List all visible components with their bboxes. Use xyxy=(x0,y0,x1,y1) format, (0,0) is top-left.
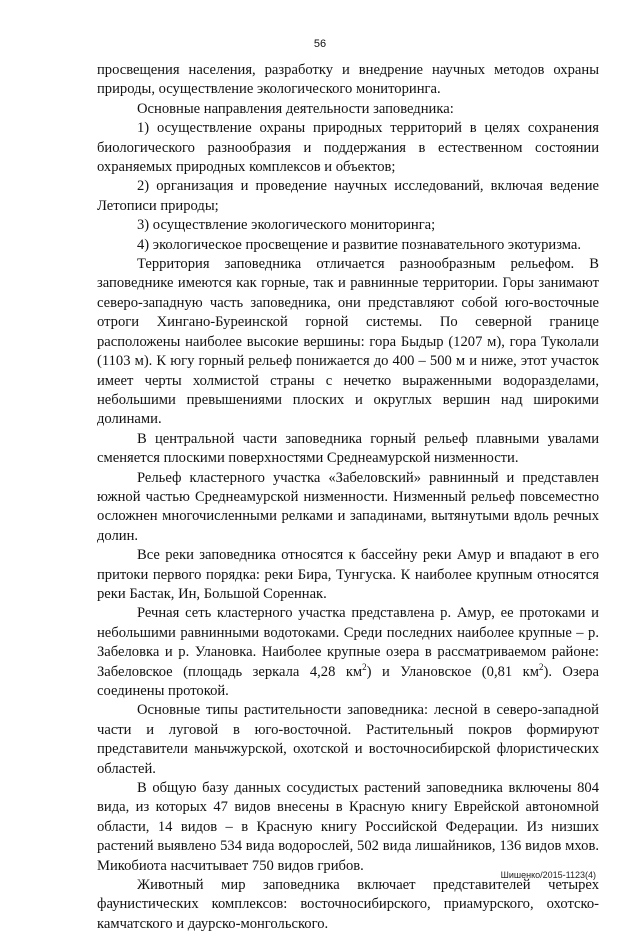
paragraph-fauna: Животный мир заповедника включает представителей четырех фаунистических комплексов: восточносибирского, приамурского, охотско-камчатского и даурско-монгольского. xyxy=(97,877,599,932)
paragraph-relief: Территория заповедника отличается разнообразным рельефом. В заповеднике имеются как горные, так и равнинные территории. Горы занимают северо-западную часть заповедника, они представляют собой юго-восточные отроги Хингано-Буреинской горной системы. По северной границе расположены наиболее высокие вершины: гора Быдыр (1207 м), гора Туколали (1103 м). К югу горный рельеф понижается до 400 – 500 м и ниже, этот участок имеет черты холмистой страны с нечетко выраженными водоразделами, небольшими превышениями плоских и округлых вершин над широкими долинами. xyxy=(97,256,599,428)
footer-code: Шишенко/2015-1123(4) xyxy=(500,870,596,880)
paragraph: Основные направления деятельности заповедника: xyxy=(137,100,454,117)
list-item: 1) осуществление охраны природных территорий в целях сохранения биологического разнообразия и поддержания в естественном состоянии охраняемых природных комплексов и объектов; xyxy=(97,120,599,176)
water-text-after: ). Озера соединены протокой. xyxy=(97,663,599,699)
list-item: 3) осуществление экологического мониторинга; xyxy=(137,217,436,234)
paragraph-cluster-relief: Рельеф кластерного участка «Забеловский» равнинный и представлен южной частью Среднеамурской низменности. Низменный рельеф повсеместно осложнен многочисленными релками и западинами, вытянутыми вдоль речных долин. xyxy=(97,469,599,544)
water-text-before: Речная сеть кластерного участка представлена р. Амур, ее протоками и небольшими равнинными водотоками. Среди последних наиболее крупные – р. Забеловка и р. Улановка. Наиболее крупные озера в рассматриваемом районе: Забеловское (площадь зеркала 4,28 км xyxy=(97,605,599,680)
list-item: 4) экологическое просвещение и развитие познавательного экотуризма. xyxy=(137,236,582,253)
list-item: 2) организация и проведение научных исследований, включая ведение Летописи природы; xyxy=(97,178,599,214)
water-text-middle: ) и Улановское (0,81 км xyxy=(366,663,539,680)
paragraph: просвещения населения, разработку и внедрение научных методов охраны природы, осуществление экологического мониторинга. xyxy=(97,62,599,98)
superscript-2: 2 xyxy=(538,661,544,672)
paragraph-flora: В общую базу данных сосудистых растений заповедника включены 804 вида, из которых 47 видов внесены в Красную книгу Еврейской автономной области, 14 видов – в Красную книгу Российской Федерации. Из низших растений выявлено 534 вида водорослей, 502 вида лишайников, 136 видов мхов. Микобиота насчитывает 750 видов грибов. xyxy=(97,780,599,874)
paragraph-central: В центральной части заповедника горный рельеф плавными увалами сменяется плоскими поверхностями Среднеамурской низменности. xyxy=(97,430,599,467)
body-text xyxy=(97,61,599,934)
page-number: 56 xyxy=(313,38,327,50)
paragraph-rivers: Все реки заповедника относятся к бассейну реки Амур и впадают в его притоки первого порядка: реки Бира, Тунгуска. К наиболее крупным относятся реки Бастак, Ин, Большой Сореннак. xyxy=(97,547,599,602)
paragraph-water-network xyxy=(97,604,599,701)
superscript-2: 2 xyxy=(362,661,367,672)
paragraph-vegetation: Основные типы растительности заповедника: лесной в северо-западной части и луговой в юго-восточной. Растительный покров формируют представители маньчжурской, охотской и восточносибирской флористических областей. xyxy=(97,702,599,777)
